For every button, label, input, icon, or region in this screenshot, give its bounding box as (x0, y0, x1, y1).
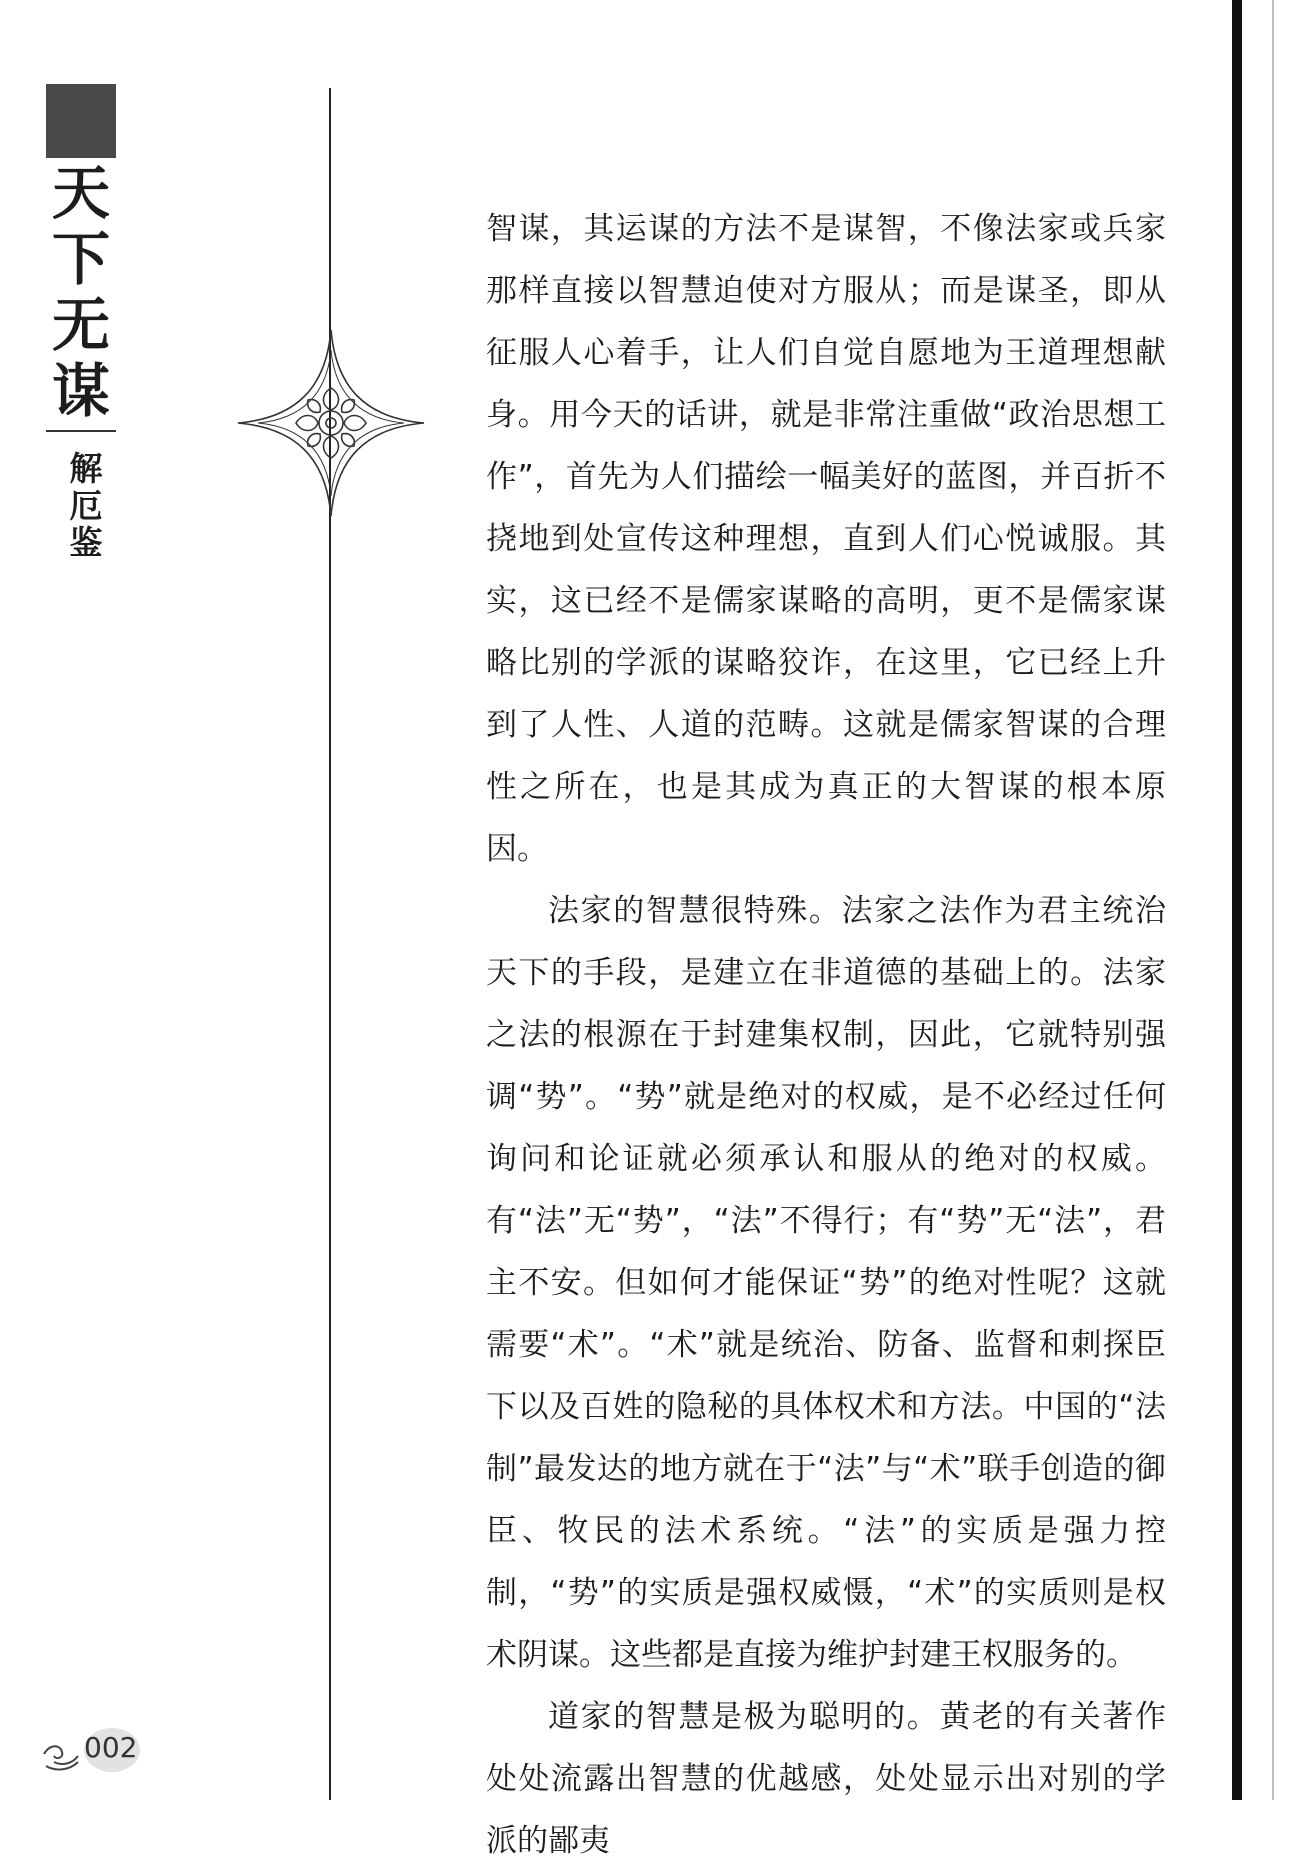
title-dark-block (46, 84, 116, 158)
body-text (486, 198, 1166, 1872)
running-title (46, 84, 116, 561)
paragraph-continued: 智谋，其运谋的方法不是谋智，不像法家或兵家那样直接以智慧迫使对方服从；而是谋圣，即从征服人心着手，让人们自觉自愿地为王道理想献身。用今天的话讲，就是非常注重做“政治思想工作”，首先为人们描绘一幅美好的蓝图，并百折不挠地到处宣传这种理想，直到人们心悦诚服。其实，这已经不是儒家谋略的高明，更不是儒家谋略比别的学派的谋略狡诈，在这里，它已经上升到了人性、人道的范畴。这就是儒家智谋的合理性之所在，也是其成为真正的大智谋的根本原因。 (486, 211, 1166, 867)
paragraph-legalist: 法家的智慧很特殊。法家之法作为君主统治天下的手段，是建立在非道德的基础上的。法家之法的根源在于封建集权制，因此，它就特别强调“势”。“势”就是绝对的权威，是不必经过任何询问和论证就必须承认和服从的绝对的权威。有“法”无“势”，“法”不得行；有“势”无“法”，君主不安。但如何才能保证“势”的绝对性呢？这就需要“术”。“术”就是统治、防备、监督和刺探臣下以及百姓的隐秘的具体权术和方法。中国的“法制”最发达的地方就在于“法”与“术”联手创造的御臣、牧民的法术系统。“法”的实质是强力控制，“势”的实质是强权威慑，“术”的实质则是权术阴谋。这些都是直接为维护封建王权服务的。 (486, 893, 1166, 1673)
binding-line (1272, 0, 1274, 1800)
page-number-badge (40, 1724, 140, 1776)
title-rule (46, 430, 116, 432)
binding-shadow (1232, 0, 1242, 1800)
page-binding-edge (1232, 0, 1293, 1800)
paragraph-daoist: 道家的智慧是极为聪明的。黄老的有关著作处处流露出智慧的优越感，处处显示出对别的学派的鄙夷 (486, 1699, 1166, 1859)
diamond-scroll-ornament-icon (236, 328, 426, 518)
book-subtitle: 解厄鉴 (69, 449, 103, 562)
book-title: 天下无谋 (51, 159, 110, 425)
page-number: 002 (84, 1731, 138, 1764)
